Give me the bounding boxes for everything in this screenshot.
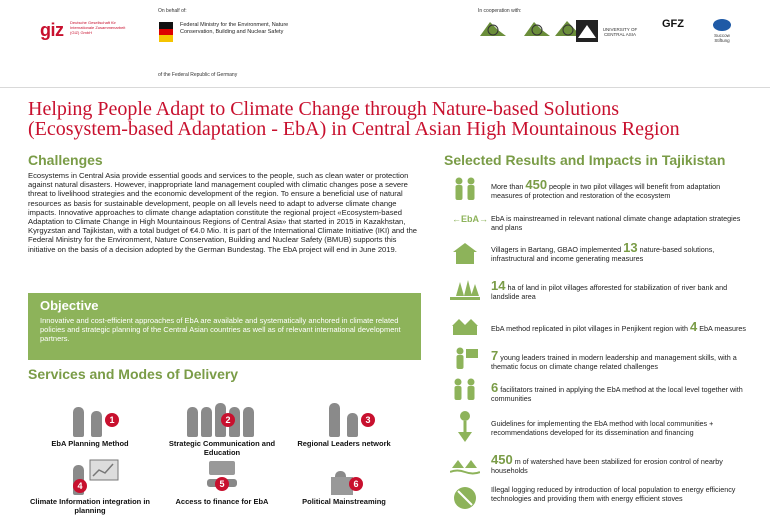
on-behalf-label: On behalf of: xyxy=(158,8,187,14)
mountain-logo-icon xyxy=(478,18,508,38)
service-number-badge: 3 xyxy=(361,413,375,427)
frg-label: of the Federal Republic of Germany xyxy=(158,72,238,78)
result-item-4: 14 ha of land in pilot villages afforested for stabilization of river bank and landslide area xyxy=(491,278,728,301)
watershed-icon xyxy=(450,450,480,476)
communication-group-icon xyxy=(177,397,267,437)
no-logging-icon xyxy=(450,485,480,511)
german-eagle-flag-icon xyxy=(159,22,173,42)
partner-logo-4 xyxy=(576,20,598,43)
political-podium-icon xyxy=(299,455,389,495)
partner-logo-5: GFZ xyxy=(662,18,684,30)
service-item-3 xyxy=(274,397,414,448)
result-item-5: EbA method replicated in pilot villages in Penjikent region with 4 EbA measures xyxy=(491,319,746,334)
uca-mountain-icon xyxy=(576,20,598,42)
service-label: Strategic Communication and Education xyxy=(168,439,276,457)
service-number-badge: 6 xyxy=(349,477,363,491)
result-item-9: 450 m of watershed have been stabilized for erosion control of nearby households xyxy=(491,452,723,475)
partner-logo-1 xyxy=(478,18,508,39)
planning-people-icon xyxy=(45,397,135,437)
service-item-2 xyxy=(152,397,292,457)
giz-logo-subtitle: Deutsche Gesellschaft für Internationale Zusammenarbeit (GIZ) GmbH xyxy=(70,20,126,35)
finance-hands-icon xyxy=(177,455,267,495)
result-item-10: Illegal logging reduced by introduction of local population to energy efficiency technologies and providing them with energy efficient stoves xyxy=(491,485,736,503)
service-number-badge: 5 xyxy=(215,477,229,491)
result-item-1: More than 450 people in two pilot villages will benefit from adaptation measures of protection and restoration of the ecosystem xyxy=(491,177,721,200)
guidelines-network-icon xyxy=(450,410,480,446)
eba-arrows-icon: ←EbA→ xyxy=(452,214,488,224)
partner-logo-6 xyxy=(706,18,738,43)
title-line-1: Helping People Adapt to Climate Change through Nature-based Solutions xyxy=(28,98,620,120)
page-title xyxy=(28,99,748,139)
mountain-logo-icon xyxy=(522,18,552,38)
house-solutions-icon xyxy=(450,240,480,266)
partner-logo-2 xyxy=(522,18,552,39)
service-label: Climate Information integration in planning xyxy=(29,497,150,515)
service-item-1 xyxy=(20,397,160,448)
service-item-5 xyxy=(152,455,292,506)
challenges-heading: Challenges xyxy=(28,152,103,168)
service-number-badge: 1 xyxy=(105,413,119,427)
service-label: Regional Leaders network xyxy=(297,439,391,448)
result-item-7: 6 facilitators trained in applying the EbA method at the local level together with communities xyxy=(491,380,743,403)
climate-info-icon xyxy=(45,455,135,495)
objective-heading: Objective xyxy=(40,298,99,313)
eba-villages-icon xyxy=(450,312,480,338)
giz-logo: giz xyxy=(40,20,64,40)
partner-logo-4-label: UNIVERSITY OF CENTRAL ASIA xyxy=(602,27,638,37)
service-label: Access to finance for EbA xyxy=(175,497,269,506)
leaders-network-icon xyxy=(299,397,389,437)
cooperation-label: In cooperation with: xyxy=(478,8,522,14)
services-heading: Services and Modes of Delivery xyxy=(28,366,239,382)
service-item-6 xyxy=(274,455,414,506)
ministry-name: Federal Ministry for the Environment, Nature Conservation, Building and Nuclear Safety xyxy=(180,22,289,35)
leaders-trained-icon xyxy=(450,345,480,371)
service-number-badge: 2 xyxy=(221,413,235,427)
chart-board-icon xyxy=(89,459,119,481)
result-item-3: Villagers in Bartang, GBAO implemented 13 nature-based solutions, infrastructural and income generating measures xyxy=(491,240,715,263)
result-item-6: 7 young leaders trained in modern leadership and management skills, with a thematic focus on climate change related challenges xyxy=(491,348,737,371)
service-label: EbA Planning Method xyxy=(51,439,129,448)
objective-text: Innovative and cost-efficient approaches of EbA are available and systematically anchored in climate related policies and strategic planning of the Central Asian countries as well as of relevant international development partners. xyxy=(40,316,401,343)
header-divider xyxy=(0,87,770,88)
challenges-text: Ecosystems in Central Asia provide essential goods and services to the people, such as clean water or protection against natural disasters. However, inappropriate land management coupled with climatic changes pose a severe threat to livelihood strategies and the economic development of the region. To ensure a beneficial use of natural resources as basis for sustainable development, people on all levels need to adapt to adverse climate change impacts. Innovative approaches to climate change adaptation constitute the regional project «Ecosystem-based Adaptation to Climate Change in High Mountainous Regions of Central Asia» that started in 2015 in Kazakhstan, Kyrgyzstan and Tajikistan, with a total budget of €4.0 Mio. It is part of the International Climate Initiative (IKI) and the Federal Ministry for the Environment, Nature Conservation, Building and Nuclear Safety (BMUB) supports this initiative on the basis of a decision adopted by the German Bundestag. The EbA project will end in June 2019. xyxy=(28,171,418,254)
service-label: Political Mainstreaming xyxy=(302,497,386,506)
facilitators-icon xyxy=(450,376,480,402)
result-item-8: Guidelines for implementing the EbA method with local communities + recommendations developed for its dissemination and financing xyxy=(491,419,714,437)
succow-wave-icon xyxy=(712,18,732,32)
title-line-2: (Ecosystem-based Adaptation - EbA) in Central Asian High Mountainous Region xyxy=(28,118,680,140)
people-group-icon xyxy=(450,176,480,202)
service-number-badge: 4 xyxy=(73,479,87,493)
trees-afforestation-icon xyxy=(450,276,480,302)
results-heading: Selected Results and Impacts in Tajikistan xyxy=(444,152,726,168)
partner-logo-6-label: Succow Stiftung xyxy=(714,33,730,43)
result-item-2: EbA is mainstreamed in relevant national climate change adaptation strategies and plans xyxy=(491,214,741,232)
service-item-4 xyxy=(20,455,160,515)
